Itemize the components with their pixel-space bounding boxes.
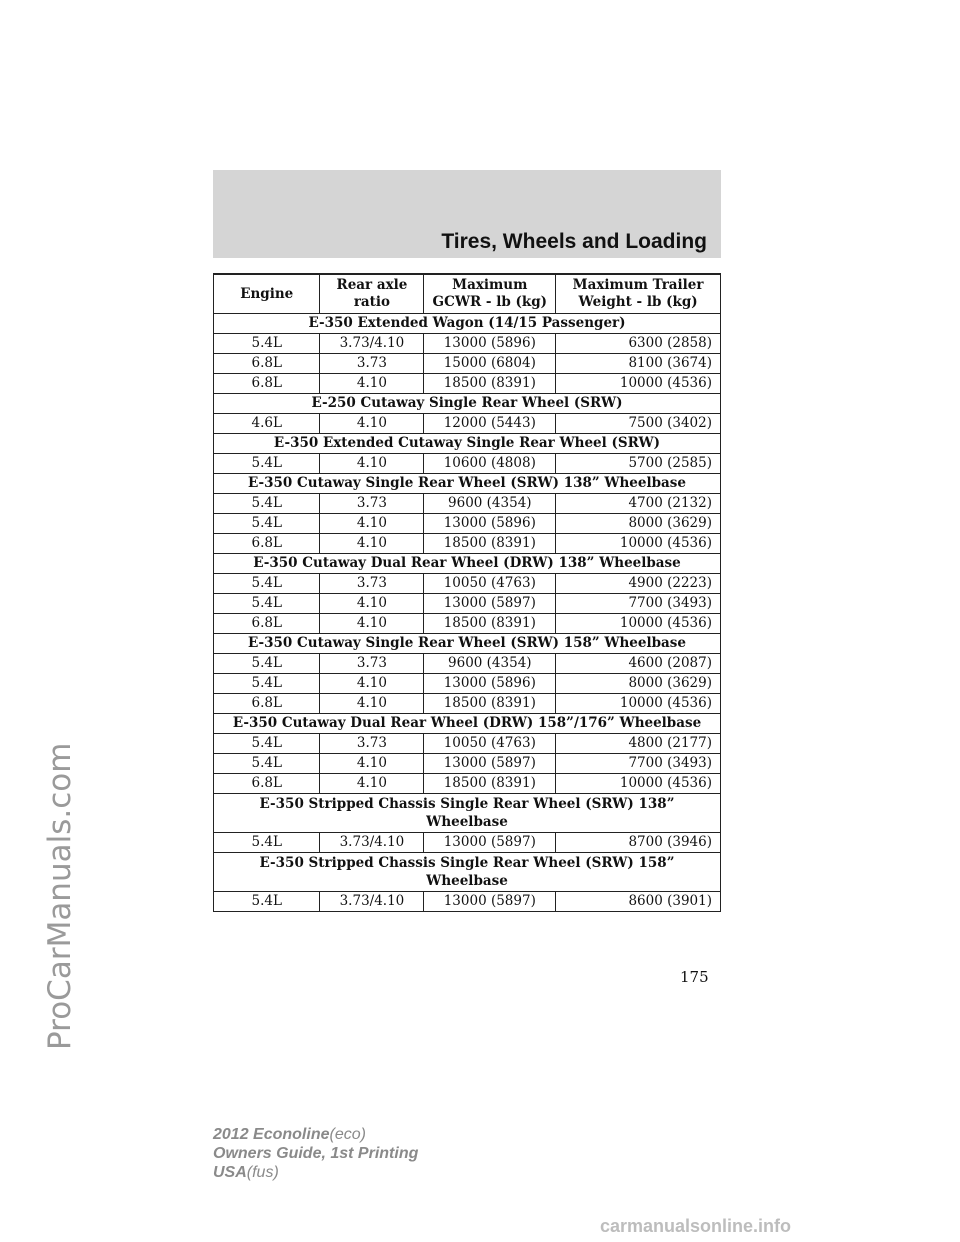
trailer-weight-cell: 8600 (3901) (556, 892, 721, 912)
table-row (214, 614, 721, 634)
engine-cell: 5.4L (214, 754, 320, 774)
engine-cell: 6.8L (214, 534, 320, 554)
table-row (214, 654, 721, 674)
footer-line-3 (213, 1163, 418, 1182)
axle-ratio-cell: 4.10 (320, 674, 424, 694)
table-row (214, 594, 721, 614)
table-row (214, 754, 721, 774)
gcwr-cell: 18500 (8391) (424, 614, 556, 634)
trailer-weight-cell: 10000 (4536) (556, 534, 721, 554)
axle-ratio-cell: 3.73 (320, 734, 424, 754)
axle-ratio-cell: 4.10 (320, 754, 424, 774)
gcwr-cell: 13000 (5897) (424, 754, 556, 774)
gcwr-cell: 10050 (4763) (424, 574, 556, 594)
watermark-text: ProCarManuals.com (42, 742, 78, 1050)
trailer-weight-cell: 6300 (2858) (556, 334, 721, 354)
trailer-weight-cell: 4600 (2087) (556, 654, 721, 674)
trailer-weight-cell: 8100 (3674) (556, 354, 721, 374)
section-title-cell: E-350 Cutaway Dual Rear Wheel (DRW) 158”/176” Wheelbase (214, 714, 721, 734)
gcwr-cell: 10600 (4808) (424, 454, 556, 474)
engine-cell: 5.4L (214, 334, 320, 354)
engine-cell: 6.8L (214, 354, 320, 374)
col-header-gcwr: Maximum GCWR - lb (kg) (424, 274, 556, 314)
trailer-weight-cell: 7700 (3493) (556, 754, 721, 774)
trailer-weight-cell: 4700 (2132) (556, 494, 721, 514)
engine-cell: 6.8L (214, 694, 320, 714)
section-title-cell: E-350 Stripped Chassis Single Rear Wheel (SRW) 158” Wheelbase (214, 853, 721, 892)
axle-ratio-cell: 4.10 (320, 774, 424, 794)
table-row (214, 454, 721, 474)
table-row (214, 694, 721, 714)
col-header-engine: Engine (214, 274, 320, 314)
table-section-header (214, 634, 721, 654)
gcwr-cell: 18500 (8391) (424, 534, 556, 554)
gcwr-cell: 9600 (4354) (424, 654, 556, 674)
axle-ratio-cell: 3.73 (320, 494, 424, 514)
table-row (214, 414, 721, 434)
table-header-row (214, 274, 721, 314)
table-row (214, 514, 721, 534)
section-title-cell: E-350 Cutaway Single Rear Wheel (SRW) 158” Wheelbase (214, 634, 721, 654)
axle-ratio-cell: 4.10 (320, 454, 424, 474)
gcwr-cell: 13000 (5897) (424, 833, 556, 853)
trailer-weight-cell: 8000 (3629) (556, 514, 721, 534)
engine-cell: 4.6L (214, 414, 320, 434)
engine-cell: 5.4L (214, 654, 320, 674)
gcwr-cell: 13000 (5896) (424, 514, 556, 534)
table-section-header (214, 853, 721, 892)
site-brand: carmanualsonline.info (600, 1216, 792, 1236)
trailer-weight-cell: 8700 (3946) (556, 833, 721, 853)
table-row (214, 833, 721, 853)
trailer-weight-cell: 10000 (4536) (556, 614, 721, 634)
trailer-weight-cell: 7500 (3402) (556, 414, 721, 434)
table-row (214, 534, 721, 554)
axle-ratio-cell: 4.10 (320, 694, 424, 714)
table-section-header (214, 434, 721, 454)
table-section-header (214, 394, 721, 414)
axle-ratio-cell: 4.10 (320, 534, 424, 554)
section-title-cell: E-250 Cutaway Single Rear Wheel (SRW) (214, 394, 721, 414)
axle-ratio-cell: 4.10 (320, 414, 424, 434)
engine-cell: 5.4L (214, 734, 320, 754)
table-section-header (214, 474, 721, 494)
trailer-weight-cell: 10000 (4536) (556, 774, 721, 794)
table-row (214, 734, 721, 754)
axle-ratio-cell: 3.73/4.10 (320, 892, 424, 912)
footer-model: 2012 Econoline (213, 1126, 330, 1143)
col-header-axle-ratio: Rear axle ratio (320, 274, 424, 314)
section-title-cell: E-350 Cutaway Dual Rear Wheel (DRW) 138” Wheelbase (214, 554, 721, 574)
page-number: 175 (680, 968, 709, 986)
axle-ratio-cell: 4.10 (320, 594, 424, 614)
gcwr-cell: 12000 (5443) (424, 414, 556, 434)
axle-ratio-cell: 3.73/4.10 (320, 334, 424, 354)
engine-cell: 5.4L (214, 674, 320, 694)
section-title-cell: E-350 Cutaway Single Rear Wheel (SRW) 138” Wheelbase (214, 474, 721, 494)
engine-cell: 6.8L (214, 614, 320, 634)
section-title-cell: E-350 Extended Wagon (14/15 Passenger) (214, 314, 721, 334)
engine-cell: 5.4L (214, 494, 320, 514)
engine-cell: 5.4L (214, 574, 320, 594)
gcwr-cell: 18500 (8391) (424, 374, 556, 394)
axle-ratio-cell: 3.73 (320, 574, 424, 594)
axle-ratio-cell: 4.10 (320, 614, 424, 634)
trailer-weight-cell: 4900 (2223) (556, 574, 721, 594)
engine-cell: 6.8L (214, 774, 320, 794)
table-row (214, 674, 721, 694)
table-row (214, 494, 721, 514)
table-row (214, 574, 721, 594)
axle-ratio-cell: 3.73 (320, 654, 424, 674)
trailer-weight-cell: 10000 (4536) (556, 694, 721, 714)
engine-cell: 5.4L (214, 892, 320, 912)
table-row (214, 892, 721, 912)
footer (213, 1125, 418, 1182)
table-row (214, 774, 721, 794)
footer-region: USA (213, 1164, 247, 1181)
table-section-header (214, 714, 721, 734)
trailer-weight-cell: 7700 (3493) (556, 594, 721, 614)
trailer-weight-table (213, 273, 721, 912)
section-title: Tires, Wheels and Loading (441, 230, 707, 253)
gcwr-cell: 13000 (5897) (424, 892, 556, 912)
gcwr-cell: 13000 (5896) (424, 674, 556, 694)
trailer-weight-cell: 5700 (2585) (556, 454, 721, 474)
footer-region-code: (fus) (246, 1164, 279, 1181)
axle-ratio-cell: 3.73 (320, 354, 424, 374)
axle-ratio-cell: 3.73/4.10 (320, 833, 424, 853)
gcwr-cell: 10050 (4763) (424, 734, 556, 754)
section-title-cell: E-350 Extended Cutaway Single Rear Wheel (SRW) (214, 434, 721, 454)
axle-ratio-cell: 4.10 (320, 374, 424, 394)
gcwr-cell: 18500 (8391) (424, 774, 556, 794)
footer-model-code: (eco) (329, 1126, 366, 1143)
table-row (214, 354, 721, 374)
watermark (0, 0, 78, 1242)
footer-line-1 (213, 1125, 418, 1144)
col-header-trailer-weight: Maximum Trailer Weight - lb (kg) (556, 274, 721, 314)
gcwr-cell: 13000 (5896) (424, 334, 556, 354)
trailer-weight-cell: 10000 (4536) (556, 374, 721, 394)
table-section-header (214, 794, 721, 833)
table-section-header (214, 554, 721, 574)
engine-cell: 5.4L (214, 454, 320, 474)
axle-ratio-cell: 4.10 (320, 514, 424, 534)
gcwr-cell: 13000 (5897) (424, 594, 556, 614)
table-body (214, 314, 721, 912)
section-header-band (213, 170, 721, 258)
footer-line-2: Owners Guide, 1st Printing (213, 1145, 419, 1162)
engine-cell: 5.4L (214, 594, 320, 614)
table-row (214, 334, 721, 354)
engine-cell: 6.8L (214, 374, 320, 394)
trailer-weight-cell: 4800 (2177) (556, 734, 721, 754)
trailer-weight-cell: 8000 (3629) (556, 674, 721, 694)
engine-cell: 5.4L (214, 514, 320, 534)
gcwr-cell: 18500 (8391) (424, 694, 556, 714)
table-row (214, 374, 721, 394)
gcwr-cell: 9600 (4354) (424, 494, 556, 514)
engine-cell: 5.4L (214, 833, 320, 853)
table-section-header (214, 314, 721, 334)
gcwr-cell: 15000 (6804) (424, 354, 556, 374)
section-title-cell: E-350 Stripped Chassis Single Rear Wheel (SRW) 138” Wheelbase (214, 794, 721, 833)
